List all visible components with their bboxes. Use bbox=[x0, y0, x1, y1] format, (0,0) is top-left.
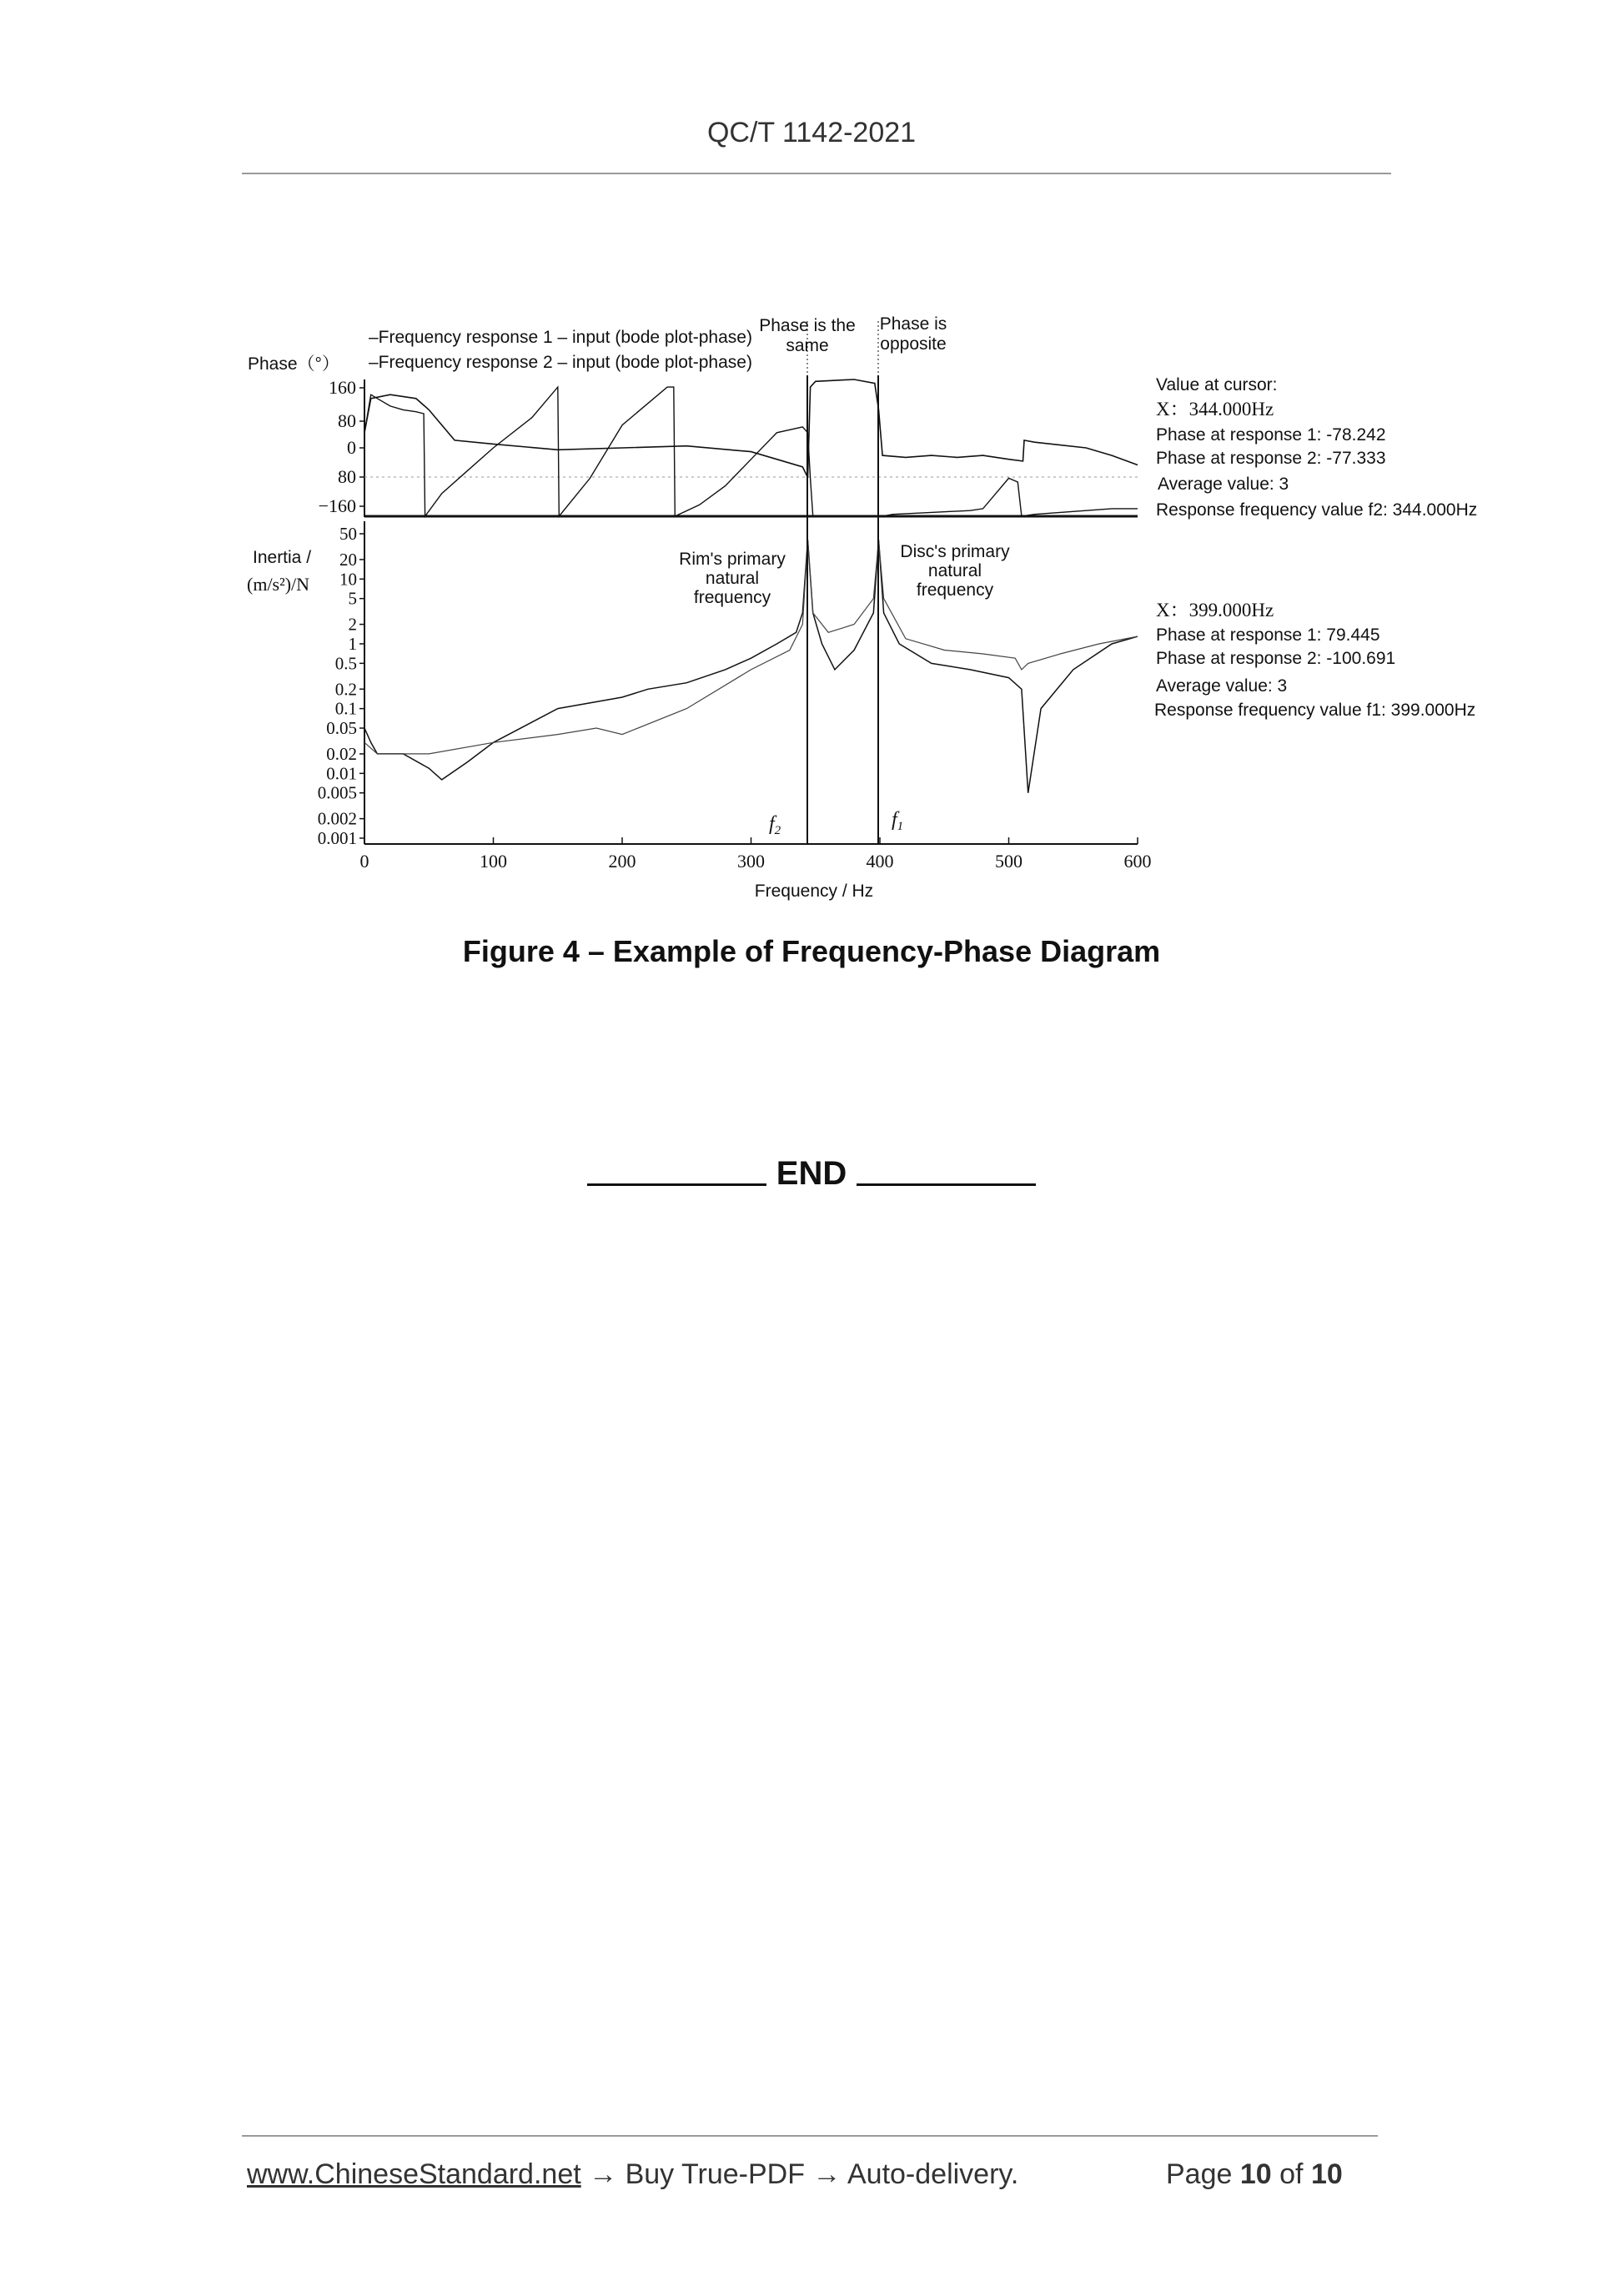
inertia-tick-label: 0.002 bbox=[317, 808, 357, 829]
cursor-readout-resp1: Phase at response 1: -78.242 bbox=[1156, 425, 1386, 445]
page-total: 10 bbox=[1310, 2158, 1343, 2190]
cursor-readout-resp2: Phase at response 2: -77.333 bbox=[1156, 449, 1386, 468]
phase-panel bbox=[319, 377, 1138, 517]
phase-ticks bbox=[319, 377, 364, 516]
cursor-readout-f2 bbox=[1156, 375, 1477, 520]
disc-label-2: natural bbox=[927, 561, 982, 580]
x-tick-label: 500 bbox=[995, 851, 1023, 872]
rim-label-2: natural bbox=[705, 569, 760, 588]
f2-marker: $f_2$ bbox=[769, 813, 781, 837]
website-link[interactable]: www.ChineseStandard.net bbox=[247, 2158, 581, 2190]
rim-label-1: Rim's primary bbox=[679, 550, 786, 569]
cursor-readout-x: X：399.000Hz bbox=[1156, 600, 1274, 620]
phase-tick-label: 80 bbox=[338, 410, 356, 431]
rim-label-3: frequency bbox=[693, 588, 771, 607]
end-rule-right bbox=[857, 1155, 1036, 1186]
cursor-readout-avg: Average value: 3 bbox=[1158, 475, 1289, 494]
frequency-phase-figure bbox=[0, 0, 1623, 917]
phase-opposite-label-1: Phase is bbox=[879, 314, 947, 334]
inertia-axis-label-1: Inertia / bbox=[253, 548, 312, 567]
cursor-readout-freq: Response frequency value f1: 399.000Hz bbox=[1154, 701, 1476, 720]
cursor-readout-title: Value at cursor: bbox=[1156, 375, 1278, 394]
inertia-tick-label: 0.001 bbox=[317, 828, 357, 848]
disc-label-1: Disc's primary bbox=[900, 542, 1010, 561]
figure-caption: Figure 4 – Example of Frequency-Phase Diagram bbox=[462, 934, 1161, 968]
inertia-tick-label: 0.05 bbox=[326, 718, 357, 739]
inertia-tick-label: 0.1 bbox=[334, 698, 357, 719]
legend-entry-1: –Frequency response 1 – input (bode plot-phase) bbox=[369, 328, 752, 347]
inertia-tick-label: 0.01 bbox=[326, 763, 357, 784]
phase-series-line-2 bbox=[364, 379, 1138, 478]
inertia-tick-label: 0.5 bbox=[334, 653, 357, 674]
inertia-tick-label: 10 bbox=[339, 569, 357, 590]
inertia-tick-label: 50 bbox=[339, 524, 357, 544]
footer-divider bbox=[242, 2135, 1378, 2137]
inertia-tick-label: 0.005 bbox=[317, 782, 357, 803]
page-number: 10 bbox=[1239, 2158, 1272, 2190]
x-tick-label: 100 bbox=[480, 851, 507, 872]
phase-tick-label: 80 bbox=[338, 466, 356, 487]
cursor-readout-resp1: Phase at response 1: 79.445 bbox=[1156, 625, 1380, 645]
inertia-tick-label: 0.2 bbox=[334, 679, 357, 700]
inertia-ticks bbox=[318, 524, 364, 848]
phase-same-label-1: Phase is the bbox=[759, 316, 856, 335]
x-tick-label: 200 bbox=[608, 851, 636, 872]
phase-series bbox=[364, 379, 1138, 516]
x-axis-label: Frequency / Hz bbox=[754, 882, 874, 901]
inertia-tick-label: 0.02 bbox=[326, 743, 357, 764]
of-label: of bbox=[1279, 2158, 1304, 2190]
x-tick-label: 300 bbox=[737, 851, 765, 872]
phase-same-label-2: same bbox=[786, 336, 829, 355]
phase-axis-label: Phase（°） bbox=[248, 354, 339, 374]
page-indicator bbox=[1166, 2158, 1343, 2191]
inertia-tick-label: 1 bbox=[348, 633, 357, 654]
inertia-tick-label: 2 bbox=[348, 614, 357, 635]
page-label: Page bbox=[1166, 2158, 1233, 2190]
disc-label-3: frequency bbox=[916, 580, 994, 600]
end-rule-left bbox=[587, 1155, 766, 1186]
footer-promo-text: → Buy True-PDF → Auto-delivery. bbox=[580, 2158, 1019, 2190]
footer-promo bbox=[247, 2158, 1018, 2191]
cursor-readout-freq: Response frequency value f2: 344.000Hz bbox=[1156, 500, 1478, 520]
phase-tick-label: −160 bbox=[318, 495, 356, 516]
end-text: END bbox=[776, 1155, 847, 1192]
end-marker bbox=[0, 1155, 1623, 1193]
phase-tick-label: 160 bbox=[329, 377, 356, 398]
cursor-readout-avg: Average value: 3 bbox=[1156, 676, 1288, 696]
phase-opposite-label-2: opposite bbox=[880, 334, 947, 354]
cursor-readout-f1 bbox=[1154, 600, 1475, 720]
cursor-readout-x: X：344.000Hz bbox=[1156, 399, 1274, 420]
x-tick-label: 0 bbox=[359, 851, 369, 872]
x-ticks bbox=[360, 837, 1152, 872]
f1-marker: $f_1$ bbox=[892, 809, 904, 833]
legend-entry-2: –Frequency response 2 – input (bode plot-phase) bbox=[369, 353, 752, 372]
inertia-tick-label: 20 bbox=[339, 549, 357, 570]
phase-tick-label: 0 bbox=[347, 437, 356, 458]
inertia-axis-label-2: (m/s²)/N bbox=[247, 574, 310, 595]
x-tick-label: 600 bbox=[1123, 851, 1152, 872]
inertia-tick-label: 5 bbox=[348, 588, 357, 609]
cursor-readout-resp2: Phase at response 2: -100.691 bbox=[1156, 649, 1396, 668]
document-code-header: QC/T 1142-2021 bbox=[706, 117, 917, 148]
x-tick-label: 400 bbox=[866, 851, 894, 872]
